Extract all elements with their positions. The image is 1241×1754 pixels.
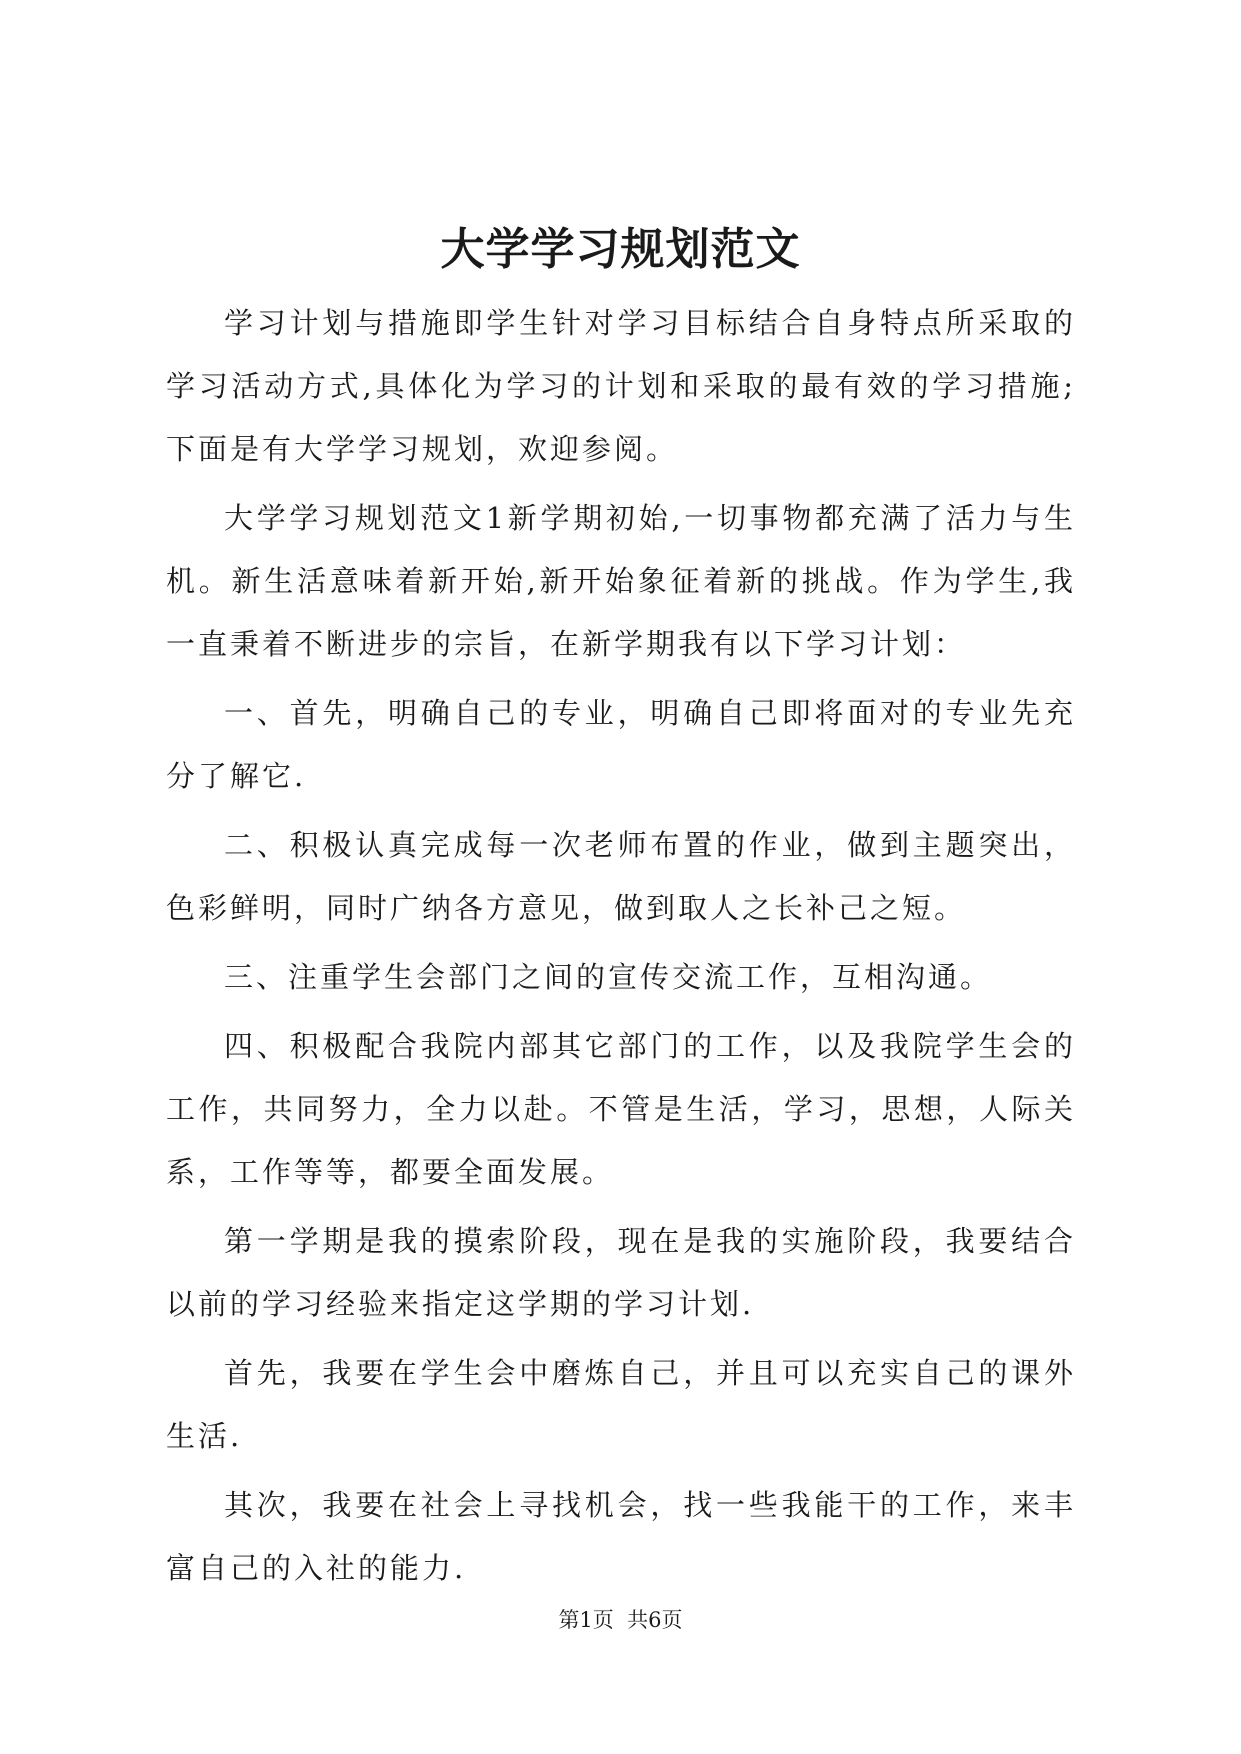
page-total: 共6页 [627, 1608, 683, 1632]
paragraph-intro: 学习计划与措施即学生针对学习目标结合自身特点所采取的学习活动方式,具体化为学习的计划和采取的最有效的学习措施;下面是有大学学习规划，欢迎参阅。 [166, 306, 1076, 466]
document-title: 大学学习规划范文 [440, 224, 801, 275]
footer-spacer [614, 1608, 627, 1632]
paragraph-item-4: 四、积极配合我院内部其它部门的工作，以及我院学生会的工作，共同努力，全力以赴。不管是生活，学习，思想，人际关系，工作等等，都要全面发展。 [166, 1029, 1076, 1189]
page-number: 第1页 [558, 1608, 614, 1632]
paragraph-second: 其次，我要在社会上寻找机会，找一些我能干的工作，来丰富自己的入社的能力. [166, 1488, 1076, 1585]
paragraph-plan-1: 大学学习规划范文1新学期初始,一切事物都充满了活力与生机。新生活意味着新开始,新开始象征着新的挑战。作为学生,我一直秉着不断进步的宗旨，在新学期我有以下学习计划： [166, 501, 1076, 661]
paragraph-item-1: 一、首先，明确自己的专业，明确自己即将面对的专业先充分了解它. [166, 696, 1076, 793]
paragraph-first: 首先，我要在学生会中磨炼自己，并且可以充实自己的课外生活. [166, 1356, 1076, 1453]
paragraph-semester: 第一学期是我的摸索阶段，现在是我的实施阶段，我要结合以前的学习经验来指定这学期的学习计划. [166, 1224, 1076, 1321]
page-footer [0, 1605, 1241, 1635]
paragraph-item-2: 二、积极认真完成每一次老师布置的作业，做到主题突出，色彩鲜明，同时广纳各方意见，做到取人之长补己之短。 [166, 828, 1076, 925]
paragraph-item-3: 三、注重学生会部门之间的宣传交流工作，互相沟通。 [224, 960, 993, 994]
document-body [166, 292, 1076, 1606]
